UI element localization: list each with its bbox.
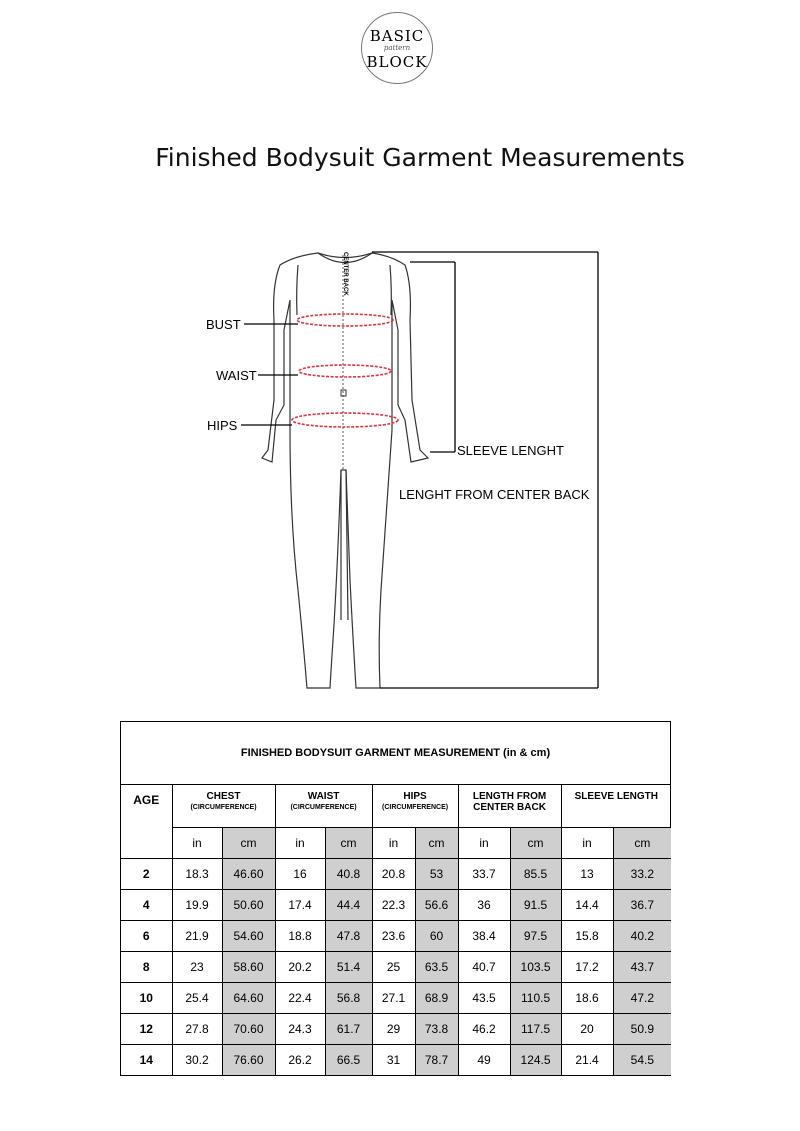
measurement-table [120,721,671,1076]
age-cell: 14 [121,1045,172,1076]
center-back-label: CENTER BACK [342,252,348,296]
value-in-cell: 25 [372,952,415,983]
value-in-cell: 22.4 [275,983,325,1014]
logo-line-2: pattern [383,44,411,52]
hips-header-sub: (CIRCUMFERENCE) [381,804,449,811]
value-cm-cell: 54.60 [222,921,275,952]
value-cm-cell: 85.5 [510,859,561,890]
value-in-cell: 15.8 [561,921,613,952]
value-cm-cell: 66.5 [325,1045,372,1076]
measurement-markers [292,314,398,427]
value-cm-cell: 117.5 [510,1014,561,1045]
bust-marker [297,314,393,326]
chest-header-label: CHEST [206,791,241,802]
value-cm-cell: 54.5 [613,1045,671,1076]
value-in-cell: 19.9 [172,890,222,921]
unit-cm: cm [415,828,458,859]
table-row [121,890,671,921]
age-cell: 8 [121,952,172,983]
value-cm-cell: 60 [415,921,458,952]
value-in-cell: 36 [458,890,510,921]
hips-label: HIPS [207,418,238,433]
value-cm-cell: 70.60 [222,1014,275,1045]
age-cell: 12 [121,1014,172,1045]
table-row [121,921,671,952]
value-in-cell: 43.5 [458,983,510,1014]
value-in-cell: 31 [372,1045,415,1076]
table-row [121,1045,671,1076]
unit-cm: cm [510,828,561,859]
hips-marker [292,413,398,427]
age-header: AGE [121,785,172,859]
value-cm-cell: 47.8 [325,921,372,952]
sleeve-length-label: SLEEVE LENGHT [457,443,564,458]
value-cm-cell: 91.5 [510,890,561,921]
sleeve-header-label: SLEEVE LENGTH [574,791,658,802]
unit-in: in [561,828,613,859]
value-in-cell: 20.8 [372,859,415,890]
waist-header-label: WAIST [307,791,340,802]
leader-lines [241,252,598,688]
unit-cm: cm [325,828,372,859]
bust-label: BUST [206,317,241,332]
value-cm-cell: 43.7 [613,952,671,983]
waist-label: WAIST [216,368,257,383]
table-row [121,859,671,890]
value-in-cell: 30.2 [172,1045,222,1076]
hips-header [372,785,458,828]
value-in-cell: 40.7 [458,952,510,983]
value-cm-cell: 58.60 [222,952,275,983]
age-cell: 2 [121,859,172,890]
page-title: Finished Bodysuit Garment Measurements [155,143,685,172]
value-cm-cell: 76.60 [222,1045,275,1076]
value-cm-cell: 124.5 [510,1045,561,1076]
value-cm-cell: 46.60 [222,859,275,890]
chest-header-sub: (CIRCUMFERENCE) [190,804,257,811]
value-cm-cell: 56.8 [325,983,372,1014]
age-cell: 4 [121,890,172,921]
logo-line-1: BASIC [369,27,425,45]
unit-cm: cm [613,828,671,859]
value-cm-cell: 50.9 [613,1014,671,1045]
sleeve-header [561,785,671,828]
table-title: FINISHED BODYSUIT GARMENT MEASUREMENT (in & cm) [121,722,670,785]
value-cm-cell: 50.60 [222,890,275,921]
waist-marker [299,365,391,377]
waist-header-sub: (CIRCUMFERENCE) [290,804,357,811]
table-row [121,1014,671,1045]
value-in-cell: 17.4 [275,890,325,921]
value-in-cell: 13 [561,859,613,890]
value-in-cell: 25.4 [172,983,222,1014]
value-in-cell: 23 [172,952,222,983]
age-cell: 10 [121,983,172,1014]
value-in-cell: 49 [458,1045,510,1076]
brand-logo [361,12,433,84]
value-in-cell: 22.3 [372,890,415,921]
value-in-cell: 17.2 [561,952,613,983]
value-cm-cell: 56.6 [415,890,458,921]
hips-header-label: HIPS [403,791,427,802]
table-row [121,952,671,983]
value-cm-cell: 36.7 [613,890,671,921]
value-in-cell: 46.2 [458,1014,510,1045]
value-in-cell: 14.4 [561,890,613,921]
value-in-cell: 20 [561,1014,613,1045]
value-in-cell: 24.3 [275,1014,325,1045]
value-in-cell: 29 [372,1014,415,1045]
value-cm-cell: 47.2 [613,983,671,1014]
value-in-cell: 23.6 [372,921,415,952]
unit-in: in [275,828,325,859]
value-cm-cell: 64.60 [222,983,275,1014]
waist-header [275,785,372,828]
value-in-cell: 20.2 [275,952,325,983]
length-center-back-label: LENGHT FROM CENTER BACK [399,487,590,502]
value-cm-cell: 68.9 [415,983,458,1014]
value-cm-cell: 40.8 [325,859,372,890]
value-cm-cell: 33.2 [613,859,671,890]
value-cm-cell: 78.7 [415,1045,458,1076]
value-cm-cell: 51.4 [325,952,372,983]
chest-header [172,785,275,828]
value-cm-cell: 40.2 [613,921,671,952]
value-in-cell: 27.8 [172,1014,222,1045]
value-in-cell: 21.9 [172,921,222,952]
value-in-cell: 16 [275,859,325,890]
value-cm-cell: 103.5 [510,952,561,983]
value-cm-cell: 53 [415,859,458,890]
value-in-cell: 21.4 [561,1045,613,1076]
value-in-cell: 18.6 [561,983,613,1014]
value-cm-cell: 44.4 [325,890,372,921]
value-cm-cell: 63.5 [415,952,458,983]
unit-cm: cm [222,828,275,859]
unit-in: in [458,828,510,859]
table-row [121,983,671,1014]
value-in-cell: 33.7 [458,859,510,890]
unit-in: in [372,828,415,859]
value-cm-cell: 97.5 [510,921,561,952]
value-cm-cell: 73.8 [415,1014,458,1045]
value-in-cell: 38.4 [458,921,510,952]
value-in-cell: 27.1 [372,983,415,1014]
bodysuit-diagram [0,200,800,700]
measurement-grid [121,785,671,1075]
logo-line-3: BLOCK [366,53,428,71]
length-header-label: LENGTH FROM CENTER BACK [472,791,547,813]
value-in-cell: 18.8 [275,921,325,952]
value-cm-cell: 61.7 [325,1014,372,1045]
length-header [458,785,561,828]
value-cm-cell: 110.5 [510,983,561,1014]
value-in-cell: 26.2 [275,1045,325,1076]
table-body [121,859,671,1076]
unit-in: in [172,828,222,859]
value-in-cell: 18.3 [172,859,222,890]
age-cell: 6 [121,921,172,952]
bodysuit-outline [262,253,428,688]
